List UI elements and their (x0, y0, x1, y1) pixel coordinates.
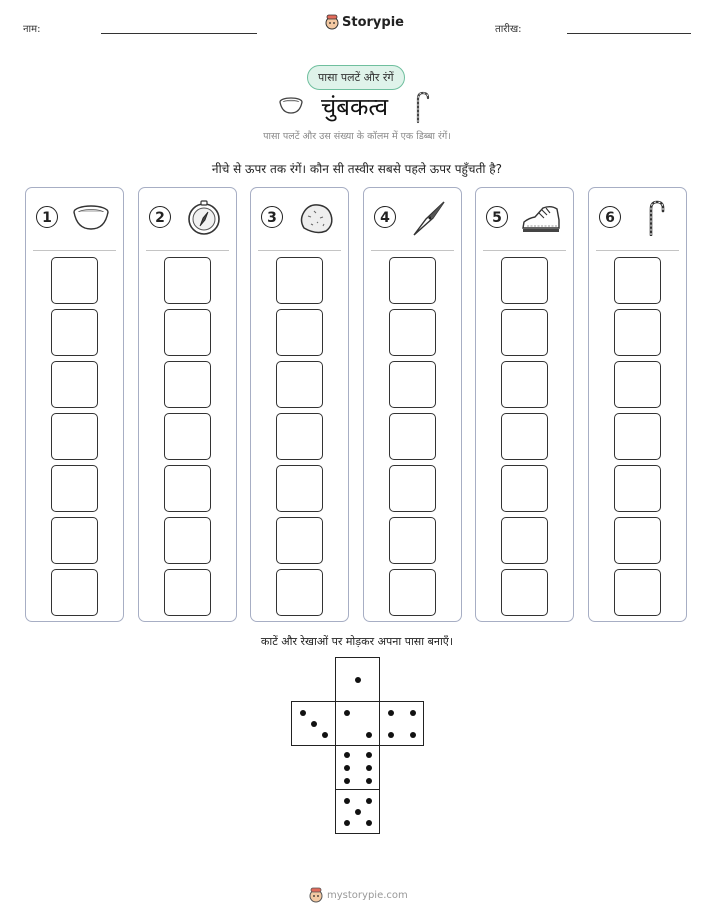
column-5 (475, 187, 574, 622)
name-line[interactable] (101, 33, 257, 34)
storypie-mascot-icon (309, 887, 323, 903)
footer (309, 887, 408, 903)
die-face-6 (335, 745, 380, 790)
color-box[interactable] (276, 465, 323, 512)
color-box[interactable] (276, 361, 323, 408)
brand-logo (325, 14, 404, 30)
cane-icon (413, 90, 431, 124)
die-face-2 (335, 701, 380, 746)
bowl-icon (278, 96, 304, 116)
color-box[interactable] (276, 257, 323, 304)
column-number: 6 (599, 206, 621, 228)
storypie-mascot-icon (325, 14, 339, 30)
instruction: नीचे से ऊपर तक रंगें। कौन सी तस्वीर सबसे पहले ऊपर पहुँचती है? (211, 162, 503, 176)
bowl-icon (71, 200, 111, 236)
die-pip (366, 820, 372, 826)
color-box[interactable] (389, 465, 436, 512)
color-box[interactable] (389, 361, 436, 408)
color-box[interactable] (501, 361, 548, 408)
column-number: 3 (261, 206, 283, 228)
column-number: 5 (486, 206, 508, 228)
color-box[interactable] (389, 309, 436, 356)
die-pip (344, 820, 350, 826)
date-line[interactable] (567, 33, 691, 34)
color-box[interactable] (614, 465, 661, 512)
color-box[interactable] (389, 517, 436, 564)
color-box[interactable] (164, 465, 211, 512)
color-box[interactable] (389, 413, 436, 460)
die-pip (410, 732, 416, 738)
die-face-3 (291, 701, 336, 746)
die-pip (344, 710, 350, 716)
color-box[interactable] (501, 413, 548, 460)
compass-needle-icon (409, 200, 449, 236)
die-pip (300, 710, 306, 716)
shoe-icon (521, 200, 561, 236)
color-box[interactable] (51, 569, 98, 616)
die-instruction: काटें और रेखाओं पर मोड़कर अपना पासा बनाएँ। (260, 635, 454, 648)
die-pip (344, 752, 350, 758)
color-box[interactable] (614, 569, 661, 616)
color-box[interactable] (501, 517, 548, 564)
die-pip (366, 752, 372, 758)
cane-icon (634, 200, 674, 236)
color-box[interactable] (164, 413, 211, 460)
rock-icon (296, 200, 336, 236)
color-box[interactable] (51, 257, 98, 304)
color-box[interactable] (51, 309, 98, 356)
column-number: 2 (149, 206, 171, 228)
die-pip (366, 798, 372, 804)
subtitle: पासा पलटें और उस संख्या के कॉलम में एक डिब्बा रंगें। (263, 131, 451, 142)
die-pip (344, 765, 350, 771)
color-box[interactable] (614, 361, 661, 408)
color-box[interactable] (389, 257, 436, 304)
color-box[interactable] (51, 361, 98, 408)
column-1 (25, 187, 124, 622)
die-pip (410, 710, 416, 716)
footer-url: mystorypie.com (327, 889, 408, 901)
color-box[interactable] (51, 517, 98, 564)
color-box[interactable] (51, 413, 98, 460)
die-pip (366, 732, 372, 738)
date-label: तारीख: (495, 24, 522, 35)
color-box[interactable] (164, 517, 211, 564)
die-face-1 (335, 657, 380, 702)
color-box[interactable] (614, 257, 661, 304)
die-face-4 (379, 701, 424, 746)
color-box[interactable] (501, 465, 548, 512)
die-pip (388, 710, 394, 716)
page-title: चुंबकत्व (321, 93, 389, 121)
color-box[interactable] (389, 569, 436, 616)
color-box[interactable] (164, 361, 211, 408)
die-pip (388, 732, 394, 738)
color-box[interactable] (164, 257, 211, 304)
color-box[interactable] (276, 569, 323, 616)
color-box[interactable] (164, 309, 211, 356)
die-pip (355, 809, 361, 815)
column-6 (588, 187, 687, 622)
color-box[interactable] (51, 465, 98, 512)
brand-name: Storypie (342, 14, 404, 30)
color-box[interactable] (501, 257, 548, 304)
color-box[interactable] (501, 309, 548, 356)
die-pip (366, 765, 372, 771)
die-pip (311, 721, 317, 727)
color-box[interactable] (614, 413, 661, 460)
color-box[interactable] (276, 517, 323, 564)
color-box[interactable] (501, 569, 548, 616)
color-box[interactable] (614, 309, 661, 356)
name-label: नाम: (23, 24, 41, 35)
die-pip (344, 798, 350, 804)
die-pip (344, 778, 350, 784)
color-box[interactable] (614, 517, 661, 564)
color-box[interactable] (276, 413, 323, 460)
die-pip (355, 677, 361, 683)
column-4 (363, 187, 462, 622)
color-box[interactable] (276, 309, 323, 356)
compass-icon (184, 200, 224, 236)
activity-badge: पासा पलटें और रंगें (307, 65, 405, 90)
column-3 (250, 187, 349, 622)
die-face-5 (335, 789, 380, 834)
column-number: 1 (36, 206, 58, 228)
die-pip (366, 778, 372, 784)
color-box[interactable] (164, 569, 211, 616)
column-2 (138, 187, 237, 622)
column-number: 4 (374, 206, 396, 228)
die-pip (322, 732, 328, 738)
